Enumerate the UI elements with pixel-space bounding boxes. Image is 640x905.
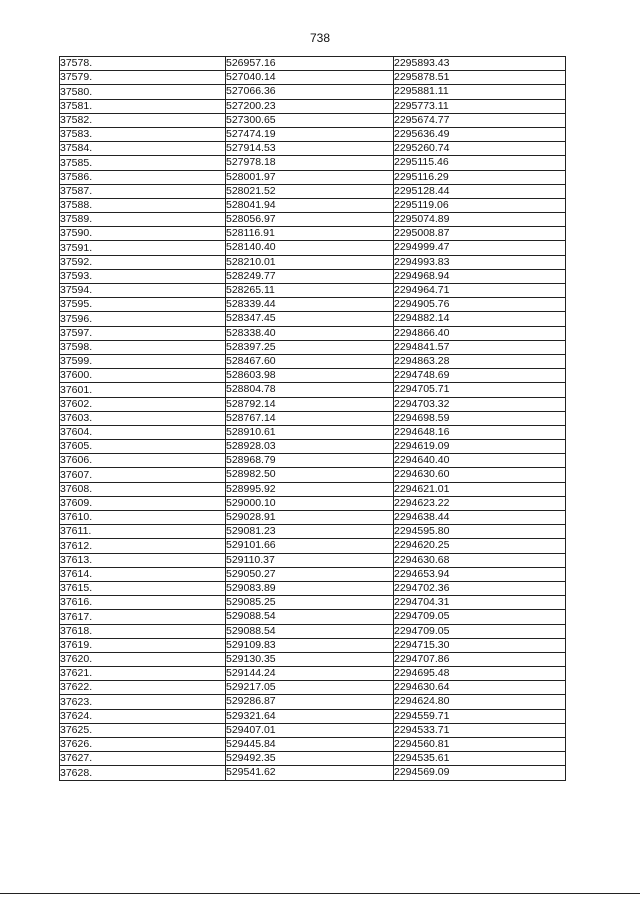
x-coordinate: 528928.03	[226, 440, 394, 454]
page-number: 738	[309, 31, 331, 45]
table-row	[60, 298, 566, 312]
y-coordinate: 2294630.64	[394, 681, 566, 695]
x-coordinate: 527300.65	[226, 113, 394, 127]
x-coordinate: 529000.10	[226, 496, 394, 510]
y-coordinate: 2294703.32	[394, 397, 566, 411]
x-coordinate: 527914.53	[226, 142, 394, 156]
y-coordinate: 2294863.28	[394, 354, 566, 368]
table-row	[60, 99, 566, 113]
table-row	[60, 638, 566, 652]
point-number: 37603.	[60, 411, 226, 425]
point-number: 37604.	[60, 425, 226, 439]
point-number: 37578.	[60, 57, 226, 71]
point-number: 37622.	[60, 681, 226, 695]
y-coordinate: 2294698.59	[394, 411, 566, 425]
table-row	[60, 425, 566, 439]
x-coordinate: 528339.44	[226, 298, 394, 312]
table-row	[60, 752, 566, 766]
point-number: 37617.	[60, 610, 226, 624]
point-number: 37614.	[60, 567, 226, 581]
y-coordinate: 2295260.74	[394, 142, 566, 156]
table-row	[60, 525, 566, 539]
point-number: 37606.	[60, 454, 226, 468]
y-coordinate: 2294702.36	[394, 581, 566, 595]
point-number: 37586.	[60, 170, 226, 184]
y-coordinate: 2294623.22	[394, 496, 566, 510]
table-row	[60, 454, 566, 468]
table-row	[60, 269, 566, 283]
y-coordinate: 2294569.09	[394, 766, 566, 780]
x-coordinate: 528265.11	[226, 284, 394, 298]
point-number: 37599.	[60, 354, 226, 368]
table-row	[60, 369, 566, 383]
point-number: 37608.	[60, 482, 226, 496]
y-coordinate: 2294705.71	[394, 383, 566, 397]
x-coordinate: 529407.01	[226, 723, 394, 737]
table-row	[60, 681, 566, 695]
y-coordinate: 2294964.71	[394, 284, 566, 298]
x-coordinate: 528767.14	[226, 411, 394, 425]
point-number: 37589.	[60, 213, 226, 227]
table-row	[60, 213, 566, 227]
x-coordinate: 528210.01	[226, 255, 394, 269]
x-coordinate: 529492.35	[226, 752, 394, 766]
point-number: 37579.	[60, 71, 226, 85]
coordinates-table	[59, 56, 566, 781]
point-number: 37600.	[60, 369, 226, 383]
point-number: 37584.	[60, 142, 226, 156]
table-row	[60, 468, 566, 482]
table-row	[60, 57, 566, 71]
y-coordinate: 2294648.16	[394, 425, 566, 439]
y-coordinate: 2294595.80	[394, 525, 566, 539]
x-coordinate: 529085.25	[226, 596, 394, 610]
point-number: 37626.	[60, 738, 226, 752]
y-coordinate: 2294624.80	[394, 695, 566, 709]
point-number: 37609.	[60, 496, 226, 510]
y-coordinate: 2294709.05	[394, 624, 566, 638]
table-row	[60, 198, 566, 212]
y-coordinate: 2294748.69	[394, 369, 566, 383]
point-number: 37591.	[60, 241, 226, 255]
y-coordinate: 2294695.48	[394, 667, 566, 681]
x-coordinate: 528467.60	[226, 354, 394, 368]
table-row	[60, 354, 566, 368]
point-number: 37595.	[60, 298, 226, 312]
x-coordinate: 528056.97	[226, 213, 394, 227]
point-number: 37601.	[60, 383, 226, 397]
y-coordinate: 2294841.57	[394, 340, 566, 354]
x-coordinate: 527978.18	[226, 156, 394, 170]
table-row	[60, 695, 566, 709]
y-coordinate: 2294704.31	[394, 596, 566, 610]
point-number: 37602.	[60, 397, 226, 411]
table-row	[60, 723, 566, 737]
point-number: 37593.	[60, 269, 226, 283]
table-row	[60, 312, 566, 326]
point-number: 37627.	[60, 752, 226, 766]
x-coordinate: 529445.84	[226, 738, 394, 752]
x-coordinate: 528001.97	[226, 170, 394, 184]
x-coordinate: 529088.54	[226, 624, 394, 638]
point-number: 37594.	[60, 284, 226, 298]
x-coordinate: 529101.66	[226, 539, 394, 553]
x-coordinate: 528982.50	[226, 468, 394, 482]
table-row	[60, 397, 566, 411]
point-number: 37588.	[60, 198, 226, 212]
table-row	[60, 284, 566, 298]
x-coordinate: 529109.83	[226, 638, 394, 652]
y-coordinate: 2295881.11	[394, 85, 566, 99]
point-number: 37581.	[60, 99, 226, 113]
table-row	[60, 156, 566, 170]
point-number: 37580.	[60, 85, 226, 99]
x-coordinate: 528140.40	[226, 241, 394, 255]
point-number: 37613.	[60, 553, 226, 567]
table-row	[60, 113, 566, 127]
point-number: 37596.	[60, 312, 226, 326]
point-number: 37621.	[60, 667, 226, 681]
point-number: 37590.	[60, 227, 226, 241]
table-row	[60, 127, 566, 141]
point-number: 37615.	[60, 581, 226, 595]
x-coordinate: 528792.14	[226, 397, 394, 411]
point-number: 37587.	[60, 184, 226, 198]
point-number: 37583.	[60, 127, 226, 141]
point-number: 37616.	[60, 596, 226, 610]
point-number: 37592.	[60, 255, 226, 269]
y-coordinate: 2295674.77	[394, 113, 566, 127]
x-coordinate: 529050.27	[226, 567, 394, 581]
coordinates-table-body	[60, 57, 566, 781]
x-coordinate: 528041.94	[226, 198, 394, 212]
table-row	[60, 738, 566, 752]
y-coordinate: 2294619.09	[394, 440, 566, 454]
point-number: 37585.	[60, 156, 226, 170]
x-coordinate: 528995.92	[226, 482, 394, 496]
y-coordinate: 2295878.51	[394, 71, 566, 85]
table-row	[60, 255, 566, 269]
table-row	[60, 624, 566, 638]
y-coordinate: 2294533.71	[394, 723, 566, 737]
table-row	[60, 667, 566, 681]
x-coordinate: 527040.14	[226, 71, 394, 85]
table-row	[60, 709, 566, 723]
x-coordinate: 529130.35	[226, 652, 394, 666]
table-row	[60, 383, 566, 397]
point-number: 37620.	[60, 652, 226, 666]
table-row	[60, 482, 566, 496]
table-row	[60, 71, 566, 85]
x-coordinate: 529286.87	[226, 695, 394, 709]
table-row	[60, 496, 566, 510]
y-coordinate: 2294715.30	[394, 638, 566, 652]
point-number: 37618.	[60, 624, 226, 638]
y-coordinate: 2295128.44	[394, 184, 566, 198]
y-coordinate: 2294653.94	[394, 567, 566, 581]
x-coordinate: 527066.36	[226, 85, 394, 99]
x-coordinate: 528338.40	[226, 326, 394, 340]
point-number: 37619.	[60, 638, 226, 652]
y-coordinate: 2294709.05	[394, 610, 566, 624]
x-coordinate: 528910.61	[226, 425, 394, 439]
point-number: 37628.	[60, 766, 226, 780]
point-number: 37582.	[60, 113, 226, 127]
y-coordinate: 2294640.40	[394, 454, 566, 468]
y-coordinate: 2294535.61	[394, 752, 566, 766]
table-row	[60, 652, 566, 666]
y-coordinate: 2295116.29	[394, 170, 566, 184]
x-coordinate: 528021.52	[226, 184, 394, 198]
x-coordinate: 529217.05	[226, 681, 394, 695]
table-row	[60, 184, 566, 198]
x-coordinate: 529083.89	[226, 581, 394, 595]
y-coordinate: 2294905.76	[394, 298, 566, 312]
y-coordinate: 2295893.43	[394, 57, 566, 71]
y-coordinate: 2294707.86	[394, 652, 566, 666]
y-coordinate: 2294999.47	[394, 241, 566, 255]
table-row	[60, 241, 566, 255]
y-coordinate: 2294993.83	[394, 255, 566, 269]
table-row	[60, 567, 566, 581]
table-row	[60, 326, 566, 340]
table-row	[60, 553, 566, 567]
table-row	[60, 596, 566, 610]
y-coordinate: 2294630.68	[394, 553, 566, 567]
x-coordinate: 528347.45	[226, 312, 394, 326]
y-coordinate: 2295773.11	[394, 99, 566, 113]
table-row	[60, 581, 566, 595]
point-number: 37611.	[60, 525, 226, 539]
y-coordinate: 2295115.46	[394, 156, 566, 170]
table-row	[60, 227, 566, 241]
x-coordinate: 529321.64	[226, 709, 394, 723]
x-coordinate: 529028.91	[226, 511, 394, 525]
bottom-rule	[0, 893, 640, 894]
y-coordinate: 2294866.40	[394, 326, 566, 340]
table-row	[60, 511, 566, 525]
x-coordinate: 529088.54	[226, 610, 394, 624]
x-coordinate: 529541.62	[226, 766, 394, 780]
table-row	[60, 610, 566, 624]
y-coordinate: 2295074.89	[394, 213, 566, 227]
point-number: 37624.	[60, 709, 226, 723]
y-coordinate: 2295008.87	[394, 227, 566, 241]
x-coordinate: 529144.24	[226, 667, 394, 681]
point-number: 37597.	[60, 326, 226, 340]
y-coordinate: 2294630.60	[394, 468, 566, 482]
y-coordinate: 2294638.44	[394, 511, 566, 525]
point-number: 37612.	[60, 539, 226, 553]
point-number: 37610.	[60, 511, 226, 525]
table-row	[60, 411, 566, 425]
x-coordinate: 528249.77	[226, 269, 394, 283]
y-coordinate: 2294620.25	[394, 539, 566, 553]
y-coordinate: 2294882.14	[394, 312, 566, 326]
point-number: 37607.	[60, 468, 226, 482]
table-row	[60, 766, 566, 780]
point-number: 37598.	[60, 340, 226, 354]
x-coordinate: 527474.19	[226, 127, 394, 141]
y-coordinate: 2294559.71	[394, 709, 566, 723]
table-row	[60, 85, 566, 99]
x-coordinate: 528116.91	[226, 227, 394, 241]
y-coordinate: 2294621.01	[394, 482, 566, 496]
x-coordinate: 529081.23	[226, 525, 394, 539]
y-coordinate: 2295636.49	[394, 127, 566, 141]
table-row	[60, 340, 566, 354]
x-coordinate: 528397.25	[226, 340, 394, 354]
point-number: 37623.	[60, 695, 226, 709]
x-coordinate: 526957.16	[226, 57, 394, 71]
point-number: 37625.	[60, 723, 226, 737]
x-coordinate: 528968.79	[226, 454, 394, 468]
table-row	[60, 142, 566, 156]
y-coordinate: 2295119.06	[394, 198, 566, 212]
table-row	[60, 539, 566, 553]
point-number: 37605.	[60, 440, 226, 454]
x-coordinate: 528804.78	[226, 383, 394, 397]
x-coordinate: 527200.23	[226, 99, 394, 113]
table-row	[60, 170, 566, 184]
y-coordinate: 2294968.94	[394, 269, 566, 283]
x-coordinate: 529110.37	[226, 553, 394, 567]
y-coordinate: 2294560.81	[394, 738, 566, 752]
table-row	[60, 440, 566, 454]
x-coordinate: 528603.98	[226, 369, 394, 383]
